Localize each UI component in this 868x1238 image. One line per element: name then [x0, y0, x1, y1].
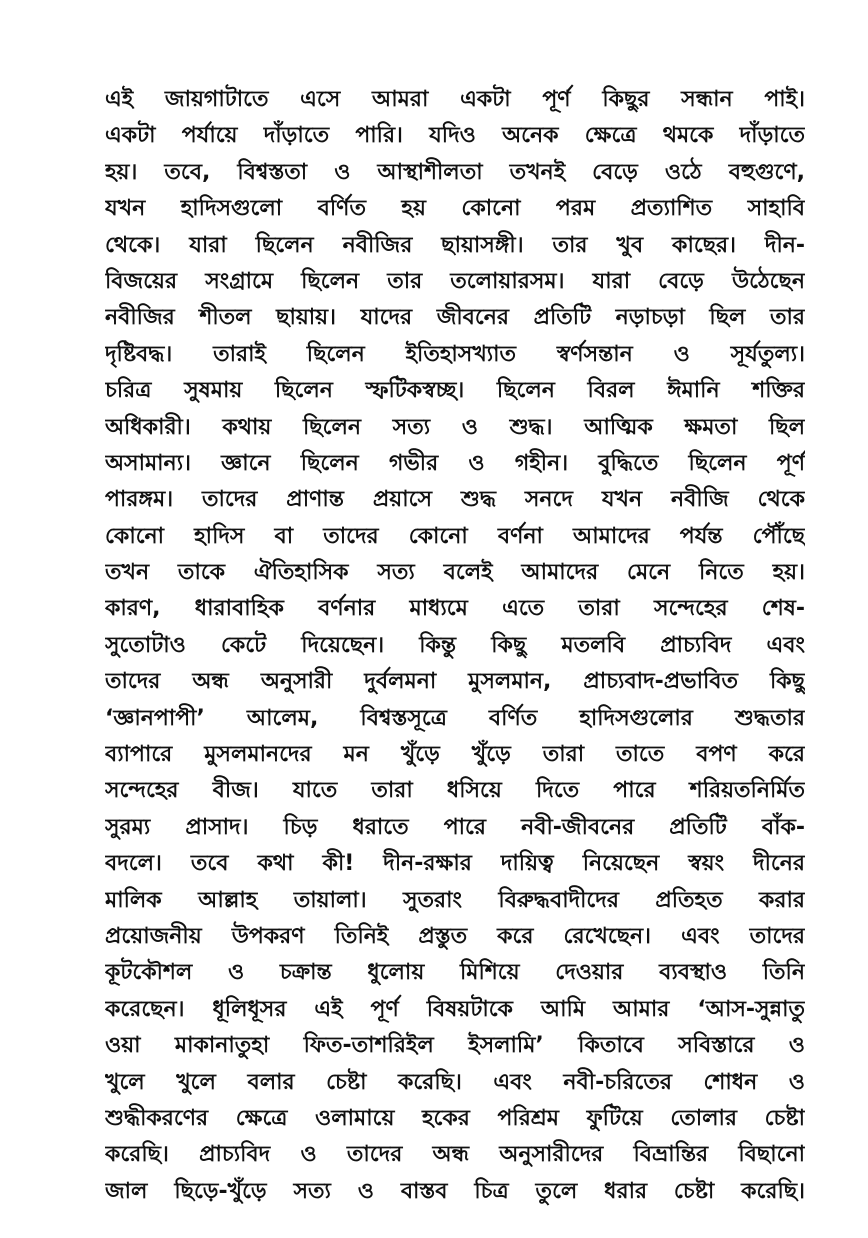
text-line: মালিক আল্লাহ তায়ালা। সুতরাং বিরুদ্ধবাদীদের প্রতিহত করার	[105, 887, 805, 913]
text-line: সুরম্য প্রাসাদ। চিড় ধরাতে পারে নবী-জীবনের প্রতিটি বাঁক-	[105, 814, 805, 840]
text-line: কূটকৌশল ও চক্রান্ত ধুলোয় মিশিয়ে দেওয়ার ব্যবস্থাও তিনি	[105, 960, 805, 986]
text-line: করেছেন। ধূলিধূসর এই পূর্ণ বিষয়টাকে আমি আমার ‘আস-সুন্নাতু	[105, 996, 805, 1022]
text-line: তখন তাকে ঐতিহাসিক সত্য বলেই আমাদের মেনে নিতে হয়।	[105, 560, 805, 586]
text-line: সুতোটাও কেটে দিয়েছেন। কিন্তু কিছু মতলবি প্রাচ্যবিদ এবং	[105, 632, 805, 658]
text-line: ‘জ্ঞানপাপী’ আলেম, বিশ্বস্তসূত্রে বর্ণিত হাদিসগুলোর শুদ্ধতার	[105, 705, 805, 731]
text-line: ব্যাপারে মুসলমানদের মন খুঁড়ে খুঁড়ে তারা তাতে বপণ করে	[105, 742, 805, 768]
text-line: দৃষ্টিবদ্ধ। তারাই ছিলেন ইতিহাসখ্যাত স্বর্ণসন্তান ও সূর্যতুল্য।	[105, 341, 805, 367]
text-line: তাদের অন্ধ অনুসারী দুর্বলমনা মুসলমান, প্রাচ্যবাদ-প্রভাবিত কিছু	[105, 669, 805, 695]
text-line: করেছি। প্রাচ্যবিদ ও তাদের অন্ধ অনুসারীদের বিভ্রান্তির বিছানো	[105, 1142, 805, 1168]
body-text	[105, 82, 805, 1210]
text-line: ওয়া মাকানাতুহা ফিত-তাশরিইল ইসলামি’ কিতাবে সবিস্তারে ও	[105, 1033, 805, 1059]
text-line: এই জায়গাটাতে এসে আমরা একটা পূর্ণ কিছুর সন্ধান পাই।	[105, 87, 805, 112]
text-line: যখন হাদিসগুলো বর্ণিত হয় কোনো পরম প্রত্যাশিত সাহাবি	[105, 196, 805, 222]
text-line: সন্দেহের বীজ। যাতে তারা ধসিয়ে দিতে পারে শরিয়তনির্মিত	[105, 778, 805, 804]
text-line: জাল ছিড়ে-খুঁড়ে সত্য ও বাস্তব চিত্র তুলে ধরার চেষ্টা করেছি।	[105, 1178, 805, 1204]
text-line: বদলে। তবে কথা কী! দীন-রক্ষার দায়িত্ব নিয়েছেন স্বয়ং দীনের	[105, 851, 805, 877]
text-line: একটা পর্যায়ে দাঁড়াতে পারি। যদিও অনেক ক্ষেত্রে থমকে দাঁড়াতে	[105, 123, 805, 149]
text-line: প্রয়োজনীয় উপকরণ তিনিই প্রস্তুত করে রেখেছেন। এবং তাদের	[105, 923, 805, 949]
text-line: কারণ, ধারাবাহিক বর্ণনার মাধ্যমে এতে তারা সন্দেহের শেষ-	[105, 596, 805, 622]
text-line: অসামান্য। জ্ঞানে ছিলেন গভীর ও গহীন। বুদ্ধিতে ছিলেন পূর্ণ	[105, 450, 805, 476]
text-line: খুলে খুলে বলার চেষ্টা করেছি। এবং নবী-চরিতের শোধন ও	[105, 1069, 805, 1095]
text-line: নবীজির শীতল ছায়ায়। যাদের জীবনের প্রতিটি নড়াচড়া ছিল তার	[105, 305, 805, 331]
text-line: পারঙ্গম। তাদের প্রাণান্ত প্রয়াসে শুদ্ধ সনদে যখন নবীজি থেকে	[105, 487, 805, 513]
text-line: হয়। তবে, বিশ্বস্ততা ও আস্থাশীলতা তখনই বেড়ে ওঠে বহুগুণে,	[105, 159, 805, 185]
text-line: শুদ্ধীকরণের ক্ষেত্রে ওলামায়ে হকের পরিশ্রম ফুটিয়ে তোলার চেষ্টা	[105, 1105, 805, 1131]
text-line: অধিকারী। কথায় ছিলেন সত্য ও শুদ্ধ। আত্মিক ক্ষমতা ছিল	[105, 414, 805, 440]
text-line: কোনো হাদিস বা তাদের কোনো বর্ণনা আমাদের পর্যন্ত পৌঁছে	[105, 523, 805, 549]
text-line: চরিত্র সুষমায় ছিলেন স্ফটিকস্বচ্ছ। ছিলেন বিরল ঈমানি শক্তির	[105, 378, 805, 404]
text-line: থেকে। যারা ছিলেন নবীজির ছায়াসঙ্গী। তার খুব কাছের। দীন-	[105, 232, 805, 258]
text-line: বিজয়ের সংগ্রামে ছিলেন তার তলোয়ারসম। যারা বেড়ে উঠেছেন	[105, 268, 805, 294]
